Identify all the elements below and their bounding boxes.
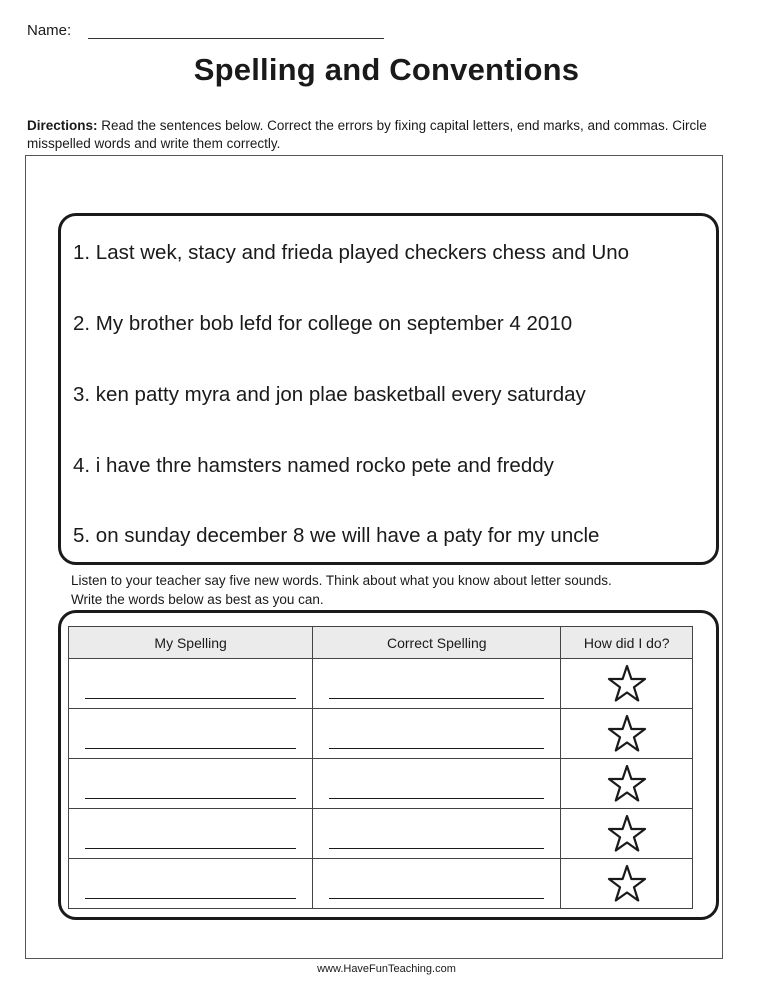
my-spelling-cell[interactable]	[69, 659, 313, 709]
my-spelling-cell[interactable]	[69, 859, 313, 909]
directions-text: Read the sentences below. Correct the errors by fixing capital letters, end marks, and commas. Circle misspelled words and write them correctly.	[27, 118, 707, 151]
write-line[interactable]	[85, 898, 296, 899]
listen-line-1: Listen to your teacher say five new words. Think about what you know about letter sounds.	[71, 573, 612, 588]
table-row	[69, 809, 693, 859]
table-header-row	[69, 627, 693, 659]
header-my-spelling: My Spelling	[69, 627, 313, 659]
write-line[interactable]	[85, 748, 296, 749]
rating-cell[interactable]	[561, 759, 693, 809]
rating-cell[interactable]	[561, 809, 693, 859]
star-icon[interactable]	[606, 763, 648, 805]
star-icon[interactable]	[606, 813, 648, 855]
my-spelling-cell[interactable]	[69, 709, 313, 759]
write-line[interactable]	[85, 698, 296, 699]
star-icon[interactable]	[606, 663, 648, 705]
write-line[interactable]	[85, 798, 296, 799]
rating-cell[interactable]	[561, 859, 693, 909]
correct-spelling-cell[interactable]	[313, 809, 561, 859]
correct-spelling-cell[interactable]	[313, 759, 561, 809]
star-icon[interactable]	[606, 863, 648, 905]
write-line[interactable]	[85, 848, 296, 849]
correct-spelling-cell[interactable]	[313, 859, 561, 909]
name-line[interactable]	[88, 24, 384, 39]
directions-label: Directions:	[27, 118, 98, 133]
listen-line-2: Write the words below as best as you can.	[71, 592, 324, 607]
star-icon[interactable]	[606, 713, 648, 755]
correct-spelling-cell[interactable]	[313, 709, 561, 759]
header-how-did-i-do: How did I do?	[561, 627, 693, 659]
sentence-2[interactable]: 2. My brother bob lefd for college on september 4 2010	[73, 312, 573, 335]
my-spelling-cell[interactable]	[69, 759, 313, 809]
table-row	[69, 659, 693, 709]
spelling-table	[68, 626, 693, 909]
write-line[interactable]	[329, 848, 544, 849]
write-line[interactable]	[329, 798, 544, 799]
my-spelling-cell[interactable]	[69, 809, 313, 859]
page-title: Spelling and Conventions	[193, 52, 580, 87]
header-correct-spelling: Correct Spelling	[313, 627, 561, 659]
table-row	[69, 759, 693, 809]
sentence-3[interactable]: 3. ken patty myra and jon plae basketball every saturday	[73, 383, 586, 406]
table-row	[69, 859, 693, 909]
footer-site: www.HaveFunTeaching.com	[317, 963, 456, 975]
sentence-box	[58, 213, 719, 565]
write-line[interactable]	[329, 698, 544, 699]
rating-cell[interactable]	[561, 659, 693, 709]
sentence-1[interactable]: 1. Last wek, stacy and frieda played checkers chess and Uno	[73, 241, 630, 264]
correct-spelling-cell[interactable]	[313, 659, 561, 709]
sentence-4[interactable]: 4. i have thre hamsters named rocko pete and freddy	[73, 454, 554, 477]
write-line[interactable]	[329, 898, 544, 899]
name-label: Name:	[27, 22, 72, 39]
sentence-5[interactable]: 5. on sunday december 8 we will have a paty for my uncle	[73, 524, 600, 547]
write-line[interactable]	[329, 748, 544, 749]
table-row	[69, 709, 693, 759]
directions	[27, 117, 757, 153]
name-row	[27, 22, 384, 39]
listen-instructions	[71, 571, 721, 609]
rating-cell[interactable]	[561, 709, 693, 759]
